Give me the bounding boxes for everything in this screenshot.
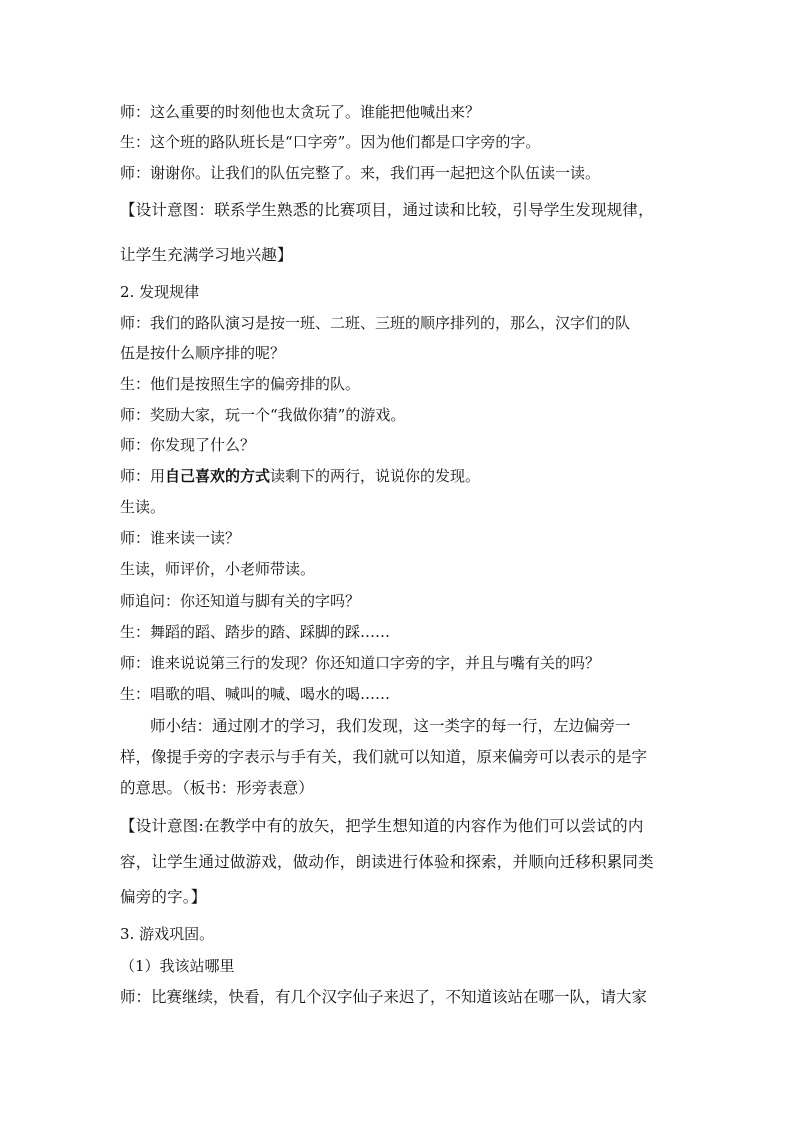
dialogue-line: 师：谁来说说第三行的发现？你还知道口字旁的字，并且与嘴有关的吗？ xyxy=(120,654,601,672)
dialogue-line: 师：这么重要的时刻他也太贪玩了。谁能把他喊出来？ xyxy=(120,103,481,121)
dialogue-line: 生：他们是按照生字的偏旁排的队。 xyxy=(120,375,361,393)
dialogue-line-mixed xyxy=(120,466,680,486)
dialogue-line: 生：舞蹈的蹈、踏步的踏、踩脚的踩…… xyxy=(120,623,391,641)
dialogue-line: 师：比赛继续，快看，有几个汉字仙子来迟了，不知道该站在哪一队，请大家 xyxy=(120,988,648,1006)
section-heading: 3. 游戏巩固。 xyxy=(120,925,215,943)
design-intent-line: 【设计意图：联系学生熟悉的比赛项目，通过读和比较，引导学生发现规律， xyxy=(120,201,654,219)
summary-line: 师小结：通过刚才的学习，我们发现，这一类字的每一行，左边偏旁一 xyxy=(150,717,631,735)
mixed-prefix: 师：用 xyxy=(120,467,166,485)
design-intent-line: 偏旁的字。】 xyxy=(120,888,207,906)
section-heading: 2. 发现规律 xyxy=(120,283,200,301)
design-intent-line: 容，让学生通过做游戏，做动作，朗读进行体验和探索，并顺向迁移积累同类 xyxy=(120,853,654,871)
dialogue-line: 生读。 xyxy=(120,498,166,516)
mixed-suffix: 读剩下的两行，说说你的发现。 xyxy=(270,467,481,485)
dialogue-line: 生：这个班的路队班长是“口字旁”。因为他们都是口字旁的字。 xyxy=(120,133,541,151)
dialogue-line: 师追问：你还知道与脚有关的字吗？ xyxy=(120,592,361,610)
dialogue-line: 师：谁来读一读？ xyxy=(120,529,241,547)
dialogue-line: 师：谢谢你。让我们的队伍完整了。来，我们再一起把这个队伍读一读。 xyxy=(120,164,601,182)
dialogue-line: 师：我们的路队演习是按一班、二班、三班的顺序排列的，那么，汉字们的队 xyxy=(120,314,631,332)
design-intent-line: 让学生充满学习地兴趣】 xyxy=(120,246,293,264)
subsection-heading: （1）我该站哪里 xyxy=(120,957,235,975)
dialogue-line: 师：奖励大家，玩一个“我做你猜”的游戏。 xyxy=(120,406,406,424)
dialogue-line: 伍是按什么顺序排的呢？ xyxy=(120,344,286,362)
dialogue-line: 师：你发现了什么？ xyxy=(120,436,256,454)
design-intent-line: 【设计意图:在教学中有的放矢，把学生想知道的内容作为他们可以尝试的内 xyxy=(120,817,644,835)
bold-phrase: 自己喜欢的方式 xyxy=(165,467,271,485)
summary-line: 的意思。（板书：形旁表意） xyxy=(120,779,314,797)
summary-line: 样，像提手旁的字表示与手有关，我们就可以知道，原来偏旁可以表示的是字 xyxy=(120,748,648,766)
dialogue-line: 生：唱歌的唱、喊叫的喊、喝水的喝…… xyxy=(120,685,391,703)
dialogue-line: 生读，师评价，小老师带读。 xyxy=(120,560,316,578)
